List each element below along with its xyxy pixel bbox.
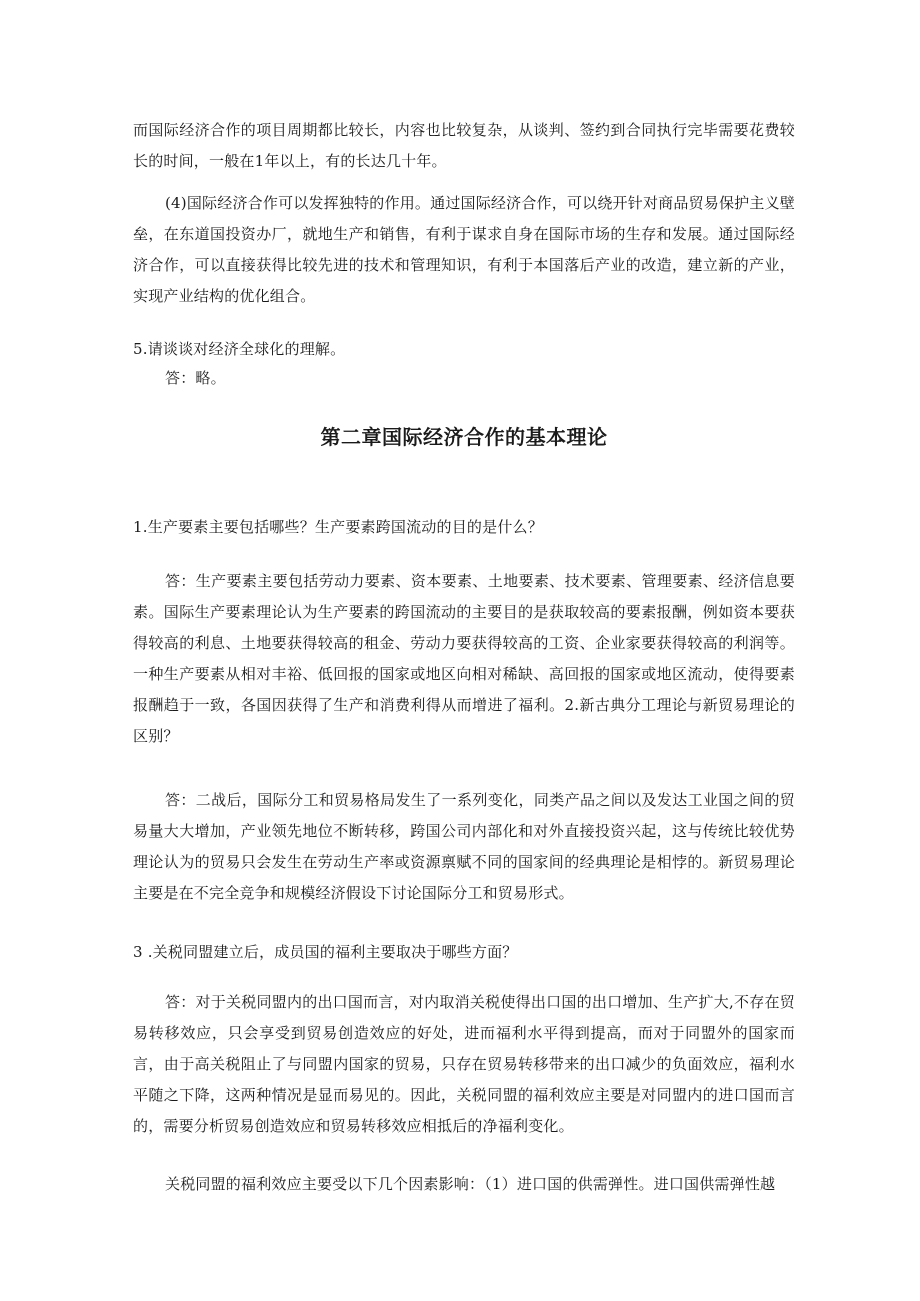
paragraph-point-4: (4)国际经济合作可以发挥独特的作用。通过国际经济合作，可以绕开针对商品贸易保护主义壁垒，在东道国投资办厂，就地生产和销售，有利于谋求自身在国际市场的生存和发展。通过国际经济合作，可以直接获得比较先进的技术和管理知识，有利于本国落后产业的改造，建立新的产业，实现产业结构的优化组合。: [133, 194, 795, 305]
answer-1: 答：生产要素主要包括劳动力要素、资本要素、土地要素、技术要素、管理要素、经济信息要素。国际生产要素理论认为生产要素的跨国流动的主要目的是获取较高的要素报酬，例如资本要获得较高的利息、土地要获得较高的租金、劳动力要获得较高的工资、企业家要获得较高的利润等。一种生产要素从相对丰裕、低回报的国家或地区向相对稀缺、高回报的国家或地区流动，使得要素报酬趋于一致，各国因获得了生产和消费利得从而增进了福利。2.新古典分工理论与新贸易理论的区别？: [133, 572, 795, 745]
question-3: 3 .关税同盟建立后，成员国的福利主要取决于哪些方面？: [133, 943, 518, 961]
answer-5: 答：略。: [165, 369, 226, 387]
paragraph-continuation: 而国际经济合作的项目周期都比较长，内容也比较复杂，从谈判、签约到合同执行完毕需要花费较长的时间，一般在1年以上，有的长达几十年。: [133, 121, 795, 170]
answer-3-continuation: 关税同盟的福利效应主要受以下几个因素影响：（1）进口国的供需弹性。进口国供需弹性越: [165, 1175, 776, 1193]
chapter-title: 第二章国际经济合作的基本理论: [320, 425, 608, 449]
answer-2: 答：二战后，国际分工和贸易格局发生了一系列变化，同类产品之间以及发达工业国之间的贸易量大大增加，产业领先地位不断转移，跨国公司内部化和对外直接投资兴起，这与传统比较优势理论认为的贸易只会发生在劳动生产率或资源禀赋不同的国家间的经典理论是相悖的。新贸易理论主要是在不完全竞争和规模经济假设下讨论国际分工和贸易形式。: [133, 791, 795, 902]
question-1: 1.生产要素主要包括哪些？生产要素跨国流动的目的是什么？: [133, 518, 543, 536]
question-5: 5.请谈谈对经济全球化的理解。: [133, 340, 346, 358]
answer-3: 答：对于关税同盟内的出口国而言，对内取消关税使得出口国的出口增加、生产扩大,不存在贸易转移效应，只会享受到贸易创造效应的好处，进而福利水平得到提高，而对于同盟外的国家而言，由于高关税阻止了与同盟内国家的贸易，只存在贸易转移带来的出口减少的负面效应，福利水平随之下降，这两种情况是显而易见的。因此，关税同盟的福利效应主要是对同盟内的进口国而言的，需要分析贸易创造效应和贸易转移效应相抵后的净福利变化。: [133, 993, 795, 1135]
